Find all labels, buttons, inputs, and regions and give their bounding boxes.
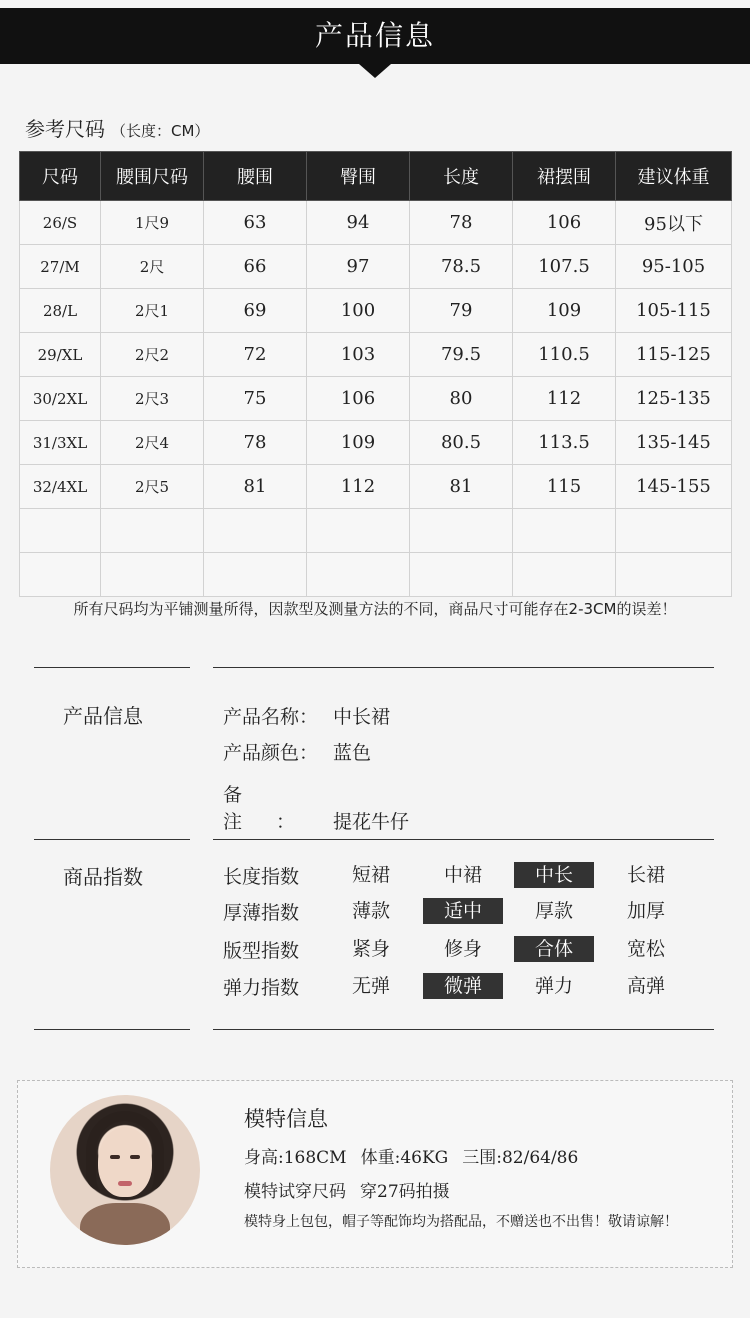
index-row [223,862,693,892]
table-row [20,465,732,509]
table-cell: 31/3XL [20,421,101,465]
table-cell: 81 [410,465,513,509]
table-cell [616,509,732,553]
info-label: 产品名称： [223,706,319,728]
table-cell: 110.5 [513,333,616,377]
table-cell: 63 [204,201,307,245]
index-option: 宽松 [626,938,665,960]
table-cell: 103 [307,333,410,377]
table-row [20,289,732,333]
index-option: 薄款 [351,900,390,922]
model-height: 身高:168CM [244,1148,347,1168]
index-name: 版型指数 [223,940,300,962]
model-size-value: 穿27码拍摄 [360,1182,450,1202]
header-hem: 裙摆围 [513,152,616,201]
table-row [20,333,732,377]
index-row [223,936,693,966]
divider [34,839,190,840]
model-size-label: 模特试穿尺码 [244,1182,346,1202]
table-cell: 2尺 [101,245,204,289]
table-cell [513,509,616,553]
header-waist-size: 腰围尺码 [101,152,204,201]
table-cell: 79 [410,289,513,333]
info-row-color [223,738,371,765]
info-value: 中长裙 [333,706,391,728]
table-row [20,377,732,421]
table-cell [410,509,513,553]
table-cell: 113.5 [513,421,616,465]
model-eye [110,1155,120,1159]
table-cell: 66 [204,245,307,289]
table-cell: 95-105 [616,245,732,289]
divider [213,667,714,668]
table-row [20,245,732,289]
model-face [98,1127,152,1197]
table-row [20,553,732,597]
divider [34,1029,190,1030]
index-name: 厚薄指数 [223,902,300,924]
info-value: 蓝色 [333,742,372,764]
table-cell: 80 [410,377,513,421]
table-cell [20,509,101,553]
index-option-selected: 中长 [514,862,594,888]
divider [213,1029,714,1030]
banner-arrow-icon [359,64,391,78]
index-label: 商品指数 [63,865,143,889]
table-cell [513,553,616,597]
table-cell: 81 [204,465,307,509]
index-option: 加厚 [626,900,665,922]
product-info-label: 产品信息 [63,704,143,728]
info-row-name [223,702,390,729]
index-option: 厚款 [534,900,573,922]
table-cell: 2尺5 [101,465,204,509]
table-cell [204,553,307,597]
table-row [20,509,732,553]
table-cell [410,553,513,597]
model-eye [130,1155,140,1159]
table-cell [616,553,732,597]
size-reference-title [25,113,209,142]
table-cell [20,553,101,597]
table-cell: 112 [307,465,410,509]
table-cell: 135-145 [616,421,732,465]
divider [34,667,190,668]
table-cell [307,553,410,597]
header-hip: 臀围 [307,152,410,201]
table-cell: 107.5 [513,245,616,289]
index-option-selected: 微弹 [423,973,503,999]
table-cell [101,553,204,597]
header-length: 长度 [410,152,513,201]
table-cell: 2尺2 [101,333,204,377]
measurement-note: 所有尺码均为平铺测量所得，因款型及测量方法的不同，商品尺寸可能存在2-3CM的误差！ [73,600,677,618]
table-cell: 100 [307,289,410,333]
table-row [20,201,732,245]
table-cell: 125-135 [616,377,732,421]
table-cell: 106 [513,201,616,245]
model-title: 模特信息 [244,1107,328,1131]
table-cell: 75 [204,377,307,421]
header-banner [0,8,750,64]
table-cell: 95以下 [616,201,732,245]
index-row [223,898,693,928]
index-name: 弹力指数 [223,977,300,999]
table-cell: 97 [307,245,410,289]
table-cell: 115-125 [616,333,732,377]
table-cell: 109 [307,421,410,465]
header-waist: 腰围 [204,152,307,201]
model-measurements: 三围:82/64/86 [462,1148,579,1168]
table-cell: 2尺4 [101,421,204,465]
header-weight: 建议体重 [616,152,732,201]
index-option-selected: 合体 [514,936,594,962]
table-cell [204,509,307,553]
size-reference-unit: （长度：CM） [111,122,210,140]
table-cell: 2尺3 [101,377,204,421]
size-reference-label: 参考尺码 [25,117,105,141]
index-option: 高弹 [626,975,665,997]
info-value: 提花牛仔 [333,811,410,833]
index-option: 中裙 [443,864,482,886]
table-cell: 80.5 [410,421,513,465]
table-cell: 2尺1 [101,289,204,333]
divider [213,839,714,840]
size-table-header [20,152,732,201]
model-photo [50,1095,200,1245]
index-option: 无弹 [351,975,390,997]
size-table [19,151,732,597]
index-row [223,973,693,1003]
info-label: 备注： [223,784,330,833]
table-cell: 78 [204,421,307,465]
table-cell: 30/2XL [20,377,101,421]
banner-title: 产品信息 [314,19,435,52]
table-cell: 106 [307,377,410,421]
table-cell: 145-155 [616,465,732,509]
table-cell [307,509,410,553]
model-stats [244,1143,592,1168]
info-label: 产品颜色： [223,742,319,764]
index-option: 紧身 [351,938,390,960]
index-option: 弹力 [534,975,573,997]
table-cell: 69 [204,289,307,333]
index-option: 短裙 [351,864,390,886]
table-cell: 29/XL [20,333,101,377]
model-lips [118,1181,132,1186]
table-cell: 26/S [20,201,101,245]
model-size [244,1177,464,1202]
header-size: 尺码 [20,152,101,201]
table-cell: 115 [513,465,616,509]
model-body [80,1203,170,1245]
table-cell: 112 [513,377,616,421]
table-cell: 1尺9 [101,201,204,245]
table-cell: 72 [204,333,307,377]
table-cell: 109 [513,289,616,333]
info-row-remark [223,780,409,834]
table-cell [101,509,204,553]
index-option: 长裙 [626,864,665,886]
model-disclaimer: 模特身上包包，帽子等配饰均为搭配品，不赠送也不出售！敬请谅解！ [244,1214,678,1230]
index-name: 长度指数 [223,866,300,888]
index-option-selected: 适中 [423,898,503,924]
table-cell: 79.5 [410,333,513,377]
table-cell: 78.5 [410,245,513,289]
table-cell: 27/M [20,245,101,289]
table-cell: 105-115 [616,289,732,333]
table-cell: 78 [410,201,513,245]
table-cell: 94 [307,201,410,245]
table-cell: 28/L [20,289,101,333]
index-option: 修身 [443,938,482,960]
model-weight: 体重:46KG [360,1148,449,1168]
table-row [20,421,732,465]
table-cell: 32/4XL [20,465,101,509]
